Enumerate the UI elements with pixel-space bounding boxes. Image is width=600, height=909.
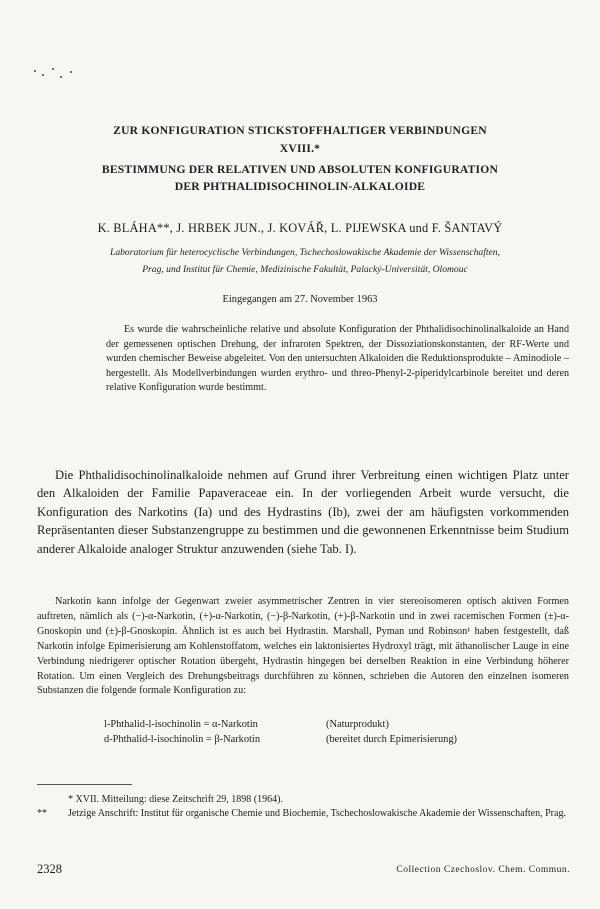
title-line-3: BESTIMMUNG DER RELATIVEN UND ABSOLUTEN KONFIGURATION <box>101 163 499 176</box>
equation-1 <box>104 718 389 732</box>
equation-2-lhs: d-Phthalid-l-isochinolin = β-Narkotin <box>104 734 261 745</box>
footnote-2-text: Jetzige Anschrift: Institut für organische Chemie und Biochemie, Tschechoslowakische Akademie der Wissenschaften, Prag. <box>68 808 566 819</box>
received-date: Eingegangen am 27. November 1963 <box>222 294 378 305</box>
equation-1-note: (Naturprodukt) <box>326 719 389 730</box>
intro-section <box>37 466 569 558</box>
equation-2 <box>104 733 457 747</box>
title-line-4: DER PHTHALIDISOCHINOLIN-ALKALOIDE <box>174 180 426 193</box>
title-line-1: ZUR KONFIGURATION STICKSTOFFHALTIGER VERBINDUNGEN <box>113 124 487 137</box>
abstract <box>106 323 569 396</box>
authors-line: K. BLÁHA**, J. HRBEK JUN., J. KOVÁŘ, L. PIJEWSKA und F. ŠANTAVÝ <box>97 221 503 235</box>
equation-2-note: (bereitet durch Epimerisierung) <box>326 734 457 745</box>
body-paragraph: Narkotin kann infolge der Gegenwart zweier asymmetrischer Zentren in vier stereoisomeren optisch aktiven Formen auftreten, nämlich als (−)-α-Narkotin, (+)-α-Narkotin, (−)-β-Narkotin, (+)-β-Narkotin und in zwei racemischen Formen (±)-α-Gnoskopin und (±)-β-Gnoskopin. Ähnlich ist es auch bei Hydrastin. Marshall, Pyman und Robinson¹ haben festgestellt, daß Narkotin infolge Epimerisierung am Kohlenstoffatom, welches ein laktonisiertes Hydroxyl trägt, mit äthanolischer Lauge in eine Verbindung niedrigerer optischer Rotation übergeht, Hydrastin hingegen bei derselben Reaktion in eine Verbindung höherer Rotation. Um einen Vergleich des Drehungsbeitrags durchführen zu können, schrieben die Autoren den einzelnen isomeren Substanzen die folgende formale Konfiguration zu: <box>37 596 569 697</box>
footnote-1: * XVII. Mitteilung: diese Zeitschrift 29, 1898 (1964). <box>68 794 283 805</box>
footnote-2-mark: ** <box>37 808 47 819</box>
abstract-text: Es wurde die wahrscheinliche relative und absolute Konfiguration der Phthalidisochinolinalkaloide an Hand der gemessenen optischen Drehung, der infraroten Spektren, der Dissoziationskonstanten, der RF-Werte und wurden chemischer Beweise abgeleitet. Von den untersuchten Alkaloiden die Reduktionsprodukte – Aminodiole – hergestellt. Als Modellverbindungen wurden erythro- und threo-Phenyl-2-piperidylcarbinole bereitet und deren relative Konfiguration wurde bestimmt. <box>106 324 569 394</box>
intro-paragraph: Die Phthalidisochinolinalkaloide nehmen auf Grund ihrer Verbreitung einen wichtigen Platz unter den Alkaloiden der Familie Papaveraceae ein. In der vorliegenden Arbeit wurde versucht, die Konfiguration des Narkotins (Ia) und des Hydrastins (Ib), zwei der am häufigsten vorkommenden Repräsentanten dieser Substanzengruppe zu bestimmen und die gewonnenen Erkenntnisse beim Studium anderer Alkaloide analoger Struktur anzuwenden (siehe Tab. I). <box>37 468 569 556</box>
affiliation-line-1: Laboratorium für heterocyclische Verbindungen, Tschechoslowakische Akademie der Wissenschaften, <box>110 247 500 258</box>
footnote-rule <box>37 784 132 785</box>
journal-name: Collection Czechoslov. Chem. Commun. <box>396 865 570 875</box>
title-line-2: XVIII.* <box>279 142 321 155</box>
affiliation-line-2: Prag, und Institut für Chemie, Medizinische Fakultät, Palacký-Universität, Olomouc <box>142 264 468 275</box>
page-number: 2328 <box>37 862 62 876</box>
footnote-2 <box>37 807 569 821</box>
scan-artifact-dots <box>30 60 90 90</box>
equation-1-lhs: l-Phthalid-l-isochinolin = α-Narkotin <box>104 719 258 730</box>
body-section <box>37 595 569 699</box>
